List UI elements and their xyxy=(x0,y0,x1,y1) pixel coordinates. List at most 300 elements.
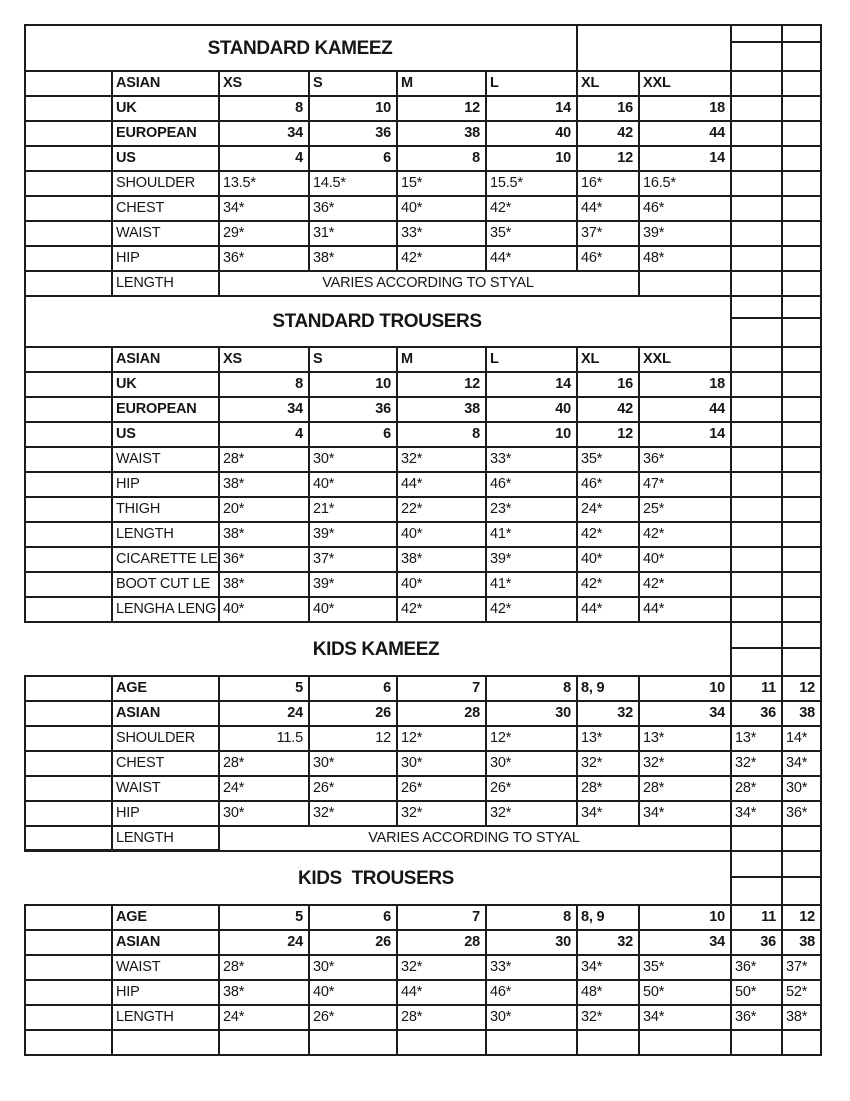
row-label: HIP xyxy=(113,247,220,272)
value-cell: 28* xyxy=(732,777,783,802)
empty-cell xyxy=(783,878,822,906)
empty-cell xyxy=(24,548,113,573)
value-cell: 13.5* xyxy=(220,172,310,197)
value-cell: 37* xyxy=(310,548,398,573)
value-cell: 10 xyxy=(487,423,578,448)
row-label: CHEST xyxy=(113,752,220,777)
value-cell: 28* xyxy=(578,777,640,802)
value-cell: 23* xyxy=(487,498,578,523)
row-label: HIP xyxy=(113,802,220,827)
empty-cell xyxy=(732,272,783,297)
empty-cell xyxy=(24,72,113,97)
value-cell: 40* xyxy=(310,598,398,623)
empty-cell xyxy=(783,623,822,649)
value-cell: 14 xyxy=(487,97,578,122)
empty-cell xyxy=(24,981,113,1006)
section-standard-kameez xyxy=(24,24,822,297)
empty-cell xyxy=(783,272,822,297)
empty-cell xyxy=(783,97,822,122)
value-cell: 30* xyxy=(310,956,398,981)
value-cell: 6 xyxy=(310,147,398,172)
value-cell: 12 xyxy=(783,677,822,702)
empty-cell xyxy=(24,777,113,802)
empty-cell xyxy=(732,147,783,172)
value-cell: 38* xyxy=(783,1006,822,1031)
empty-cell xyxy=(24,197,113,222)
row-label: LENGTH xyxy=(113,827,220,852)
row-label: LENGTH xyxy=(113,523,220,548)
value-cell: 8 xyxy=(398,423,487,448)
value-cell: 42 xyxy=(578,122,640,147)
value-cell: 13* xyxy=(578,727,640,752)
empty-cell xyxy=(783,373,822,398)
empty-cell xyxy=(783,827,822,852)
row-label: WAIST xyxy=(113,956,220,981)
value-cell: 26* xyxy=(310,1006,398,1031)
value-cell: 10 xyxy=(310,97,398,122)
empty-cell xyxy=(732,649,783,677)
size-cell: L xyxy=(487,348,578,373)
empty-cell xyxy=(783,319,822,348)
empty-cell xyxy=(732,222,783,247)
value-cell: 42 xyxy=(578,398,640,423)
value-cell: 12 xyxy=(398,373,487,398)
value-cell: 42* xyxy=(578,573,640,598)
value-cell: 5 xyxy=(220,677,310,702)
value-cell: 46* xyxy=(487,981,578,1006)
value-cell: 34 xyxy=(220,398,310,423)
value-cell: 32* xyxy=(487,802,578,827)
empty-cell xyxy=(783,24,822,43)
empty-cell xyxy=(783,348,822,373)
empty-cell xyxy=(783,448,822,473)
empty-cell xyxy=(24,523,113,548)
value-cell: 36* xyxy=(732,1006,783,1031)
value-cell: 7 xyxy=(398,906,487,931)
size-cell: XL xyxy=(578,72,640,97)
empty-cell xyxy=(783,398,822,423)
value-cell: 38 xyxy=(398,398,487,423)
value-cell: 41* xyxy=(487,573,578,598)
value-cell: 21* xyxy=(310,498,398,523)
value-cell: 44* xyxy=(578,197,640,222)
empty-cell xyxy=(24,752,113,777)
row-label: AGE xyxy=(113,906,220,931)
empty-cell xyxy=(24,222,113,247)
value-cell: 6 xyxy=(310,423,398,448)
value-cell: 28* xyxy=(220,956,310,981)
value-cell: 52* xyxy=(783,981,822,1006)
value-cell: 28* xyxy=(220,448,310,473)
value-cell: 46* xyxy=(578,473,640,498)
value-cell: 44* xyxy=(398,981,487,1006)
value-cell: 32* xyxy=(398,448,487,473)
value-cell: 12 xyxy=(310,727,398,752)
empty-cell xyxy=(24,448,113,473)
row-label: ASIAN xyxy=(113,72,220,97)
empty-cell xyxy=(24,1006,113,1031)
value-cell: 12 xyxy=(783,906,822,931)
size-cell: XL xyxy=(578,348,640,373)
value-cell: 46* xyxy=(578,247,640,272)
empty-cell xyxy=(24,906,113,931)
empty-cell xyxy=(732,122,783,147)
value-cell: 12* xyxy=(398,727,487,752)
value-cell: 36 xyxy=(732,702,783,727)
value-cell: 40* xyxy=(640,548,732,573)
empty-cell xyxy=(783,197,822,222)
value-cell: 30* xyxy=(310,752,398,777)
value-cell: 14.5* xyxy=(310,172,398,197)
empty-cell xyxy=(783,473,822,498)
section-standard-trousers xyxy=(24,297,822,623)
value-cell: 46* xyxy=(487,473,578,498)
value-cell: 8, 9 xyxy=(578,906,640,931)
empty-cell xyxy=(732,1031,783,1056)
value-cell: 34 xyxy=(640,931,732,956)
row-label: US xyxy=(113,147,220,172)
value-cell: 36* xyxy=(310,197,398,222)
value-cell: 11 xyxy=(732,677,783,702)
value-cell: 34* xyxy=(783,752,822,777)
row-label: HIP xyxy=(113,473,220,498)
value-cell: 28* xyxy=(640,777,732,802)
empty-cell xyxy=(24,931,113,956)
empty-cell xyxy=(220,1031,310,1056)
value-cell: 36* xyxy=(732,956,783,981)
value-cell: 40* xyxy=(398,523,487,548)
empty-cell xyxy=(732,172,783,197)
value-cell: 36* xyxy=(783,802,822,827)
value-cell: 14* xyxy=(783,727,822,752)
value-cell: 38* xyxy=(220,981,310,1006)
value-cell: 34 xyxy=(220,122,310,147)
empty-cell xyxy=(24,398,113,423)
empty-cell xyxy=(783,147,822,172)
value-cell: 32 xyxy=(578,931,640,956)
value-cell: 40* xyxy=(398,197,487,222)
value-cell: 36 xyxy=(310,398,398,423)
empty-cell xyxy=(783,649,822,677)
value-cell: 6 xyxy=(310,906,398,931)
value-cell: 33* xyxy=(398,222,487,247)
empty-cell xyxy=(24,172,113,197)
size-cell: XS xyxy=(220,72,310,97)
value-cell: 37* xyxy=(783,956,822,981)
empty-cell xyxy=(783,43,822,72)
empty-cell xyxy=(732,247,783,272)
value-cell: 16 xyxy=(578,97,640,122)
value-cell: 40* xyxy=(578,548,640,573)
value-cell: 24* xyxy=(220,777,310,802)
row-label: ASIAN xyxy=(113,348,220,373)
value-cell: 30* xyxy=(220,802,310,827)
section-title: KIDS TROUSERS xyxy=(24,852,732,906)
value-cell: 28 xyxy=(398,702,487,727)
value-cell: 30* xyxy=(783,777,822,802)
value-cell: 39* xyxy=(640,222,732,247)
value-cell: 40* xyxy=(310,473,398,498)
empty-cell xyxy=(24,97,113,122)
row-label: UK xyxy=(113,97,220,122)
empty-cell xyxy=(732,878,783,906)
value-cell: 6 xyxy=(310,677,398,702)
value-cell: 15.5* xyxy=(487,172,578,197)
section-title: STANDARD KAMEEZ xyxy=(24,24,578,72)
value-cell: 38* xyxy=(220,523,310,548)
value-cell: 40 xyxy=(487,122,578,147)
value-cell: 13* xyxy=(640,727,732,752)
empty-cell xyxy=(783,72,822,97)
section-kids-kameez xyxy=(24,623,822,852)
empty-cell xyxy=(783,1031,822,1056)
value-cell: 26* xyxy=(398,777,487,802)
value-cell: 38* xyxy=(310,247,398,272)
value-cell: 8, 9 xyxy=(578,677,640,702)
value-cell: 32* xyxy=(398,802,487,827)
empty-cell xyxy=(783,122,822,147)
empty-cell xyxy=(24,122,113,147)
row-label: UK xyxy=(113,373,220,398)
empty-cell xyxy=(24,423,113,448)
value-cell: 34* xyxy=(578,802,640,827)
section-title: KIDS KAMEEZ xyxy=(24,623,732,677)
value-cell: 39* xyxy=(310,573,398,598)
empty-cell xyxy=(732,448,783,473)
value-cell: 36 xyxy=(732,931,783,956)
empty-cell xyxy=(578,1031,640,1056)
size-chart-table xyxy=(24,24,822,1056)
empty-cell xyxy=(24,373,113,398)
empty-cell xyxy=(24,147,113,172)
value-cell: 18 xyxy=(640,373,732,398)
row-label: ASIAN xyxy=(113,931,220,956)
empty-cell xyxy=(783,172,822,197)
empty-cell xyxy=(578,24,732,72)
empty-cell xyxy=(732,523,783,548)
value-cell: 22* xyxy=(398,498,487,523)
value-cell: 30* xyxy=(398,752,487,777)
value-cell: 15* xyxy=(398,172,487,197)
empty-cell xyxy=(783,523,822,548)
size-cell: XXL xyxy=(640,72,732,97)
length-note: VARIES ACCORDING TO STYAL xyxy=(220,272,640,297)
value-cell: 38* xyxy=(398,548,487,573)
size-cell: S xyxy=(310,348,398,373)
value-cell: 30* xyxy=(310,448,398,473)
value-cell: 4 xyxy=(220,423,310,448)
value-cell: 14 xyxy=(640,423,732,448)
empty-cell xyxy=(732,548,783,573)
value-cell: 30* xyxy=(487,1006,578,1031)
empty-cell xyxy=(732,24,783,43)
value-cell: 12 xyxy=(398,97,487,122)
row-label: CHEST xyxy=(113,197,220,222)
empty-cell xyxy=(24,727,113,752)
value-cell: 8 xyxy=(220,373,310,398)
value-cell: 35* xyxy=(487,222,578,247)
value-cell: 26* xyxy=(487,777,578,802)
size-cell: XS xyxy=(220,348,310,373)
value-cell: 42* xyxy=(578,523,640,548)
empty-cell xyxy=(783,852,822,878)
empty-cell xyxy=(24,473,113,498)
value-cell: 13* xyxy=(732,727,783,752)
empty-cell xyxy=(732,473,783,498)
empty-cell xyxy=(783,297,822,319)
value-cell: 42* xyxy=(640,523,732,548)
value-cell: 36 xyxy=(310,122,398,147)
empty-cell xyxy=(732,423,783,448)
size-cell: XXL xyxy=(640,348,732,373)
value-cell: 44* xyxy=(578,598,640,623)
value-cell: 34* xyxy=(732,802,783,827)
empty-cell xyxy=(24,827,113,852)
value-cell: 40 xyxy=(487,398,578,423)
value-cell: 47* xyxy=(640,473,732,498)
row-label: ASIAN xyxy=(113,702,220,727)
value-cell: 30* xyxy=(487,752,578,777)
row-label: LENGTH xyxy=(113,1006,220,1031)
value-cell: 10 xyxy=(640,677,732,702)
empty-cell xyxy=(732,598,783,623)
value-cell: 44* xyxy=(640,598,732,623)
length-note: VARIES ACCORDING TO STYAL xyxy=(220,827,732,852)
row-label: WAIST xyxy=(113,777,220,802)
value-cell: 24 xyxy=(220,931,310,956)
value-cell: 39* xyxy=(310,523,398,548)
value-cell: 37* xyxy=(578,222,640,247)
value-cell: 16 xyxy=(578,373,640,398)
empty-cell xyxy=(732,197,783,222)
empty-cell xyxy=(24,956,113,981)
value-cell: 34 xyxy=(640,702,732,727)
section-title: STANDARD TROUSERS xyxy=(24,297,732,348)
value-cell: 8 xyxy=(398,147,487,172)
value-cell: 48* xyxy=(578,981,640,1006)
value-cell: 34* xyxy=(220,197,310,222)
value-cell: 26 xyxy=(310,931,398,956)
empty-cell xyxy=(732,573,783,598)
empty-cell xyxy=(732,97,783,122)
size-cell: M xyxy=(398,72,487,97)
row-label: BOOT CUT LE xyxy=(113,573,220,598)
empty-cell xyxy=(732,498,783,523)
empty-cell xyxy=(24,1031,113,1056)
value-cell: 38 xyxy=(783,931,822,956)
value-cell: 40* xyxy=(310,981,398,1006)
empty-cell xyxy=(24,348,113,373)
size-cell: S xyxy=(310,72,398,97)
value-cell: 32* xyxy=(640,752,732,777)
value-cell: 35* xyxy=(640,956,732,981)
row-label: CICARETTE LE xyxy=(113,548,220,573)
empty-cell xyxy=(732,373,783,398)
empty-cell xyxy=(732,348,783,373)
value-cell: 36* xyxy=(220,548,310,573)
value-cell: 12 xyxy=(578,147,640,172)
empty-cell xyxy=(732,72,783,97)
value-cell: 32* xyxy=(578,1006,640,1031)
empty-cell xyxy=(24,677,113,702)
value-cell: 8 xyxy=(487,677,578,702)
value-cell: 16* xyxy=(578,172,640,197)
empty-cell xyxy=(310,1031,398,1056)
empty-cell xyxy=(732,297,783,319)
value-cell: 36* xyxy=(220,247,310,272)
row-label: WAIST xyxy=(113,222,220,247)
empty-cell xyxy=(24,573,113,598)
value-cell: 24* xyxy=(578,498,640,523)
value-cell: 42* xyxy=(398,598,487,623)
empty-cell xyxy=(783,423,822,448)
value-cell: 30 xyxy=(487,931,578,956)
value-cell: 34* xyxy=(640,1006,732,1031)
empty-cell xyxy=(732,623,783,649)
value-cell: 41* xyxy=(487,523,578,548)
value-cell: 26* xyxy=(310,777,398,802)
value-cell: 38* xyxy=(220,573,310,598)
empty-cell xyxy=(24,802,113,827)
empty-cell xyxy=(640,1031,732,1056)
value-cell: 38 xyxy=(783,702,822,727)
value-cell: 42* xyxy=(487,197,578,222)
empty-cell xyxy=(783,498,822,523)
value-cell: 8 xyxy=(220,97,310,122)
value-cell: 8 xyxy=(487,906,578,931)
empty-cell xyxy=(732,398,783,423)
empty-cell xyxy=(783,548,822,573)
value-cell: 25* xyxy=(640,498,732,523)
value-cell: 44 xyxy=(640,122,732,147)
value-cell: 31* xyxy=(310,222,398,247)
value-cell: 14 xyxy=(640,147,732,172)
value-cell: 50* xyxy=(732,981,783,1006)
value-cell: 38* xyxy=(220,473,310,498)
empty-cell xyxy=(24,272,113,297)
value-cell: 12 xyxy=(578,423,640,448)
value-cell: 28 xyxy=(398,931,487,956)
value-cell: 35* xyxy=(578,448,640,473)
empty-cell xyxy=(487,1031,578,1056)
empty-cell xyxy=(640,272,732,297)
row-label: LENGTH xyxy=(113,272,220,297)
value-cell: 46* xyxy=(640,197,732,222)
row-label: EUROPEAN xyxy=(113,398,220,423)
size-cell: L xyxy=(487,72,578,97)
value-cell: 16.5* xyxy=(640,172,732,197)
value-cell: 44* xyxy=(398,473,487,498)
value-cell: 12* xyxy=(487,727,578,752)
value-cell: 29* xyxy=(220,222,310,247)
row-label: WAIST xyxy=(113,448,220,473)
value-cell: 10 xyxy=(310,373,398,398)
row-label: THIGH xyxy=(113,498,220,523)
value-cell: 44* xyxy=(487,247,578,272)
value-cell: 40* xyxy=(398,573,487,598)
section-kids-trousers xyxy=(24,852,822,1056)
value-cell: 42* xyxy=(640,573,732,598)
value-cell: 28* xyxy=(398,1006,487,1031)
row-label: LENGHA LENG xyxy=(113,598,220,623)
value-cell: 20* xyxy=(220,498,310,523)
value-cell: 10 xyxy=(487,147,578,172)
row-label: HIP xyxy=(113,981,220,1006)
value-cell: 24 xyxy=(220,702,310,727)
value-cell: 14 xyxy=(487,373,578,398)
empty-cell xyxy=(783,247,822,272)
value-cell: 26 xyxy=(310,702,398,727)
